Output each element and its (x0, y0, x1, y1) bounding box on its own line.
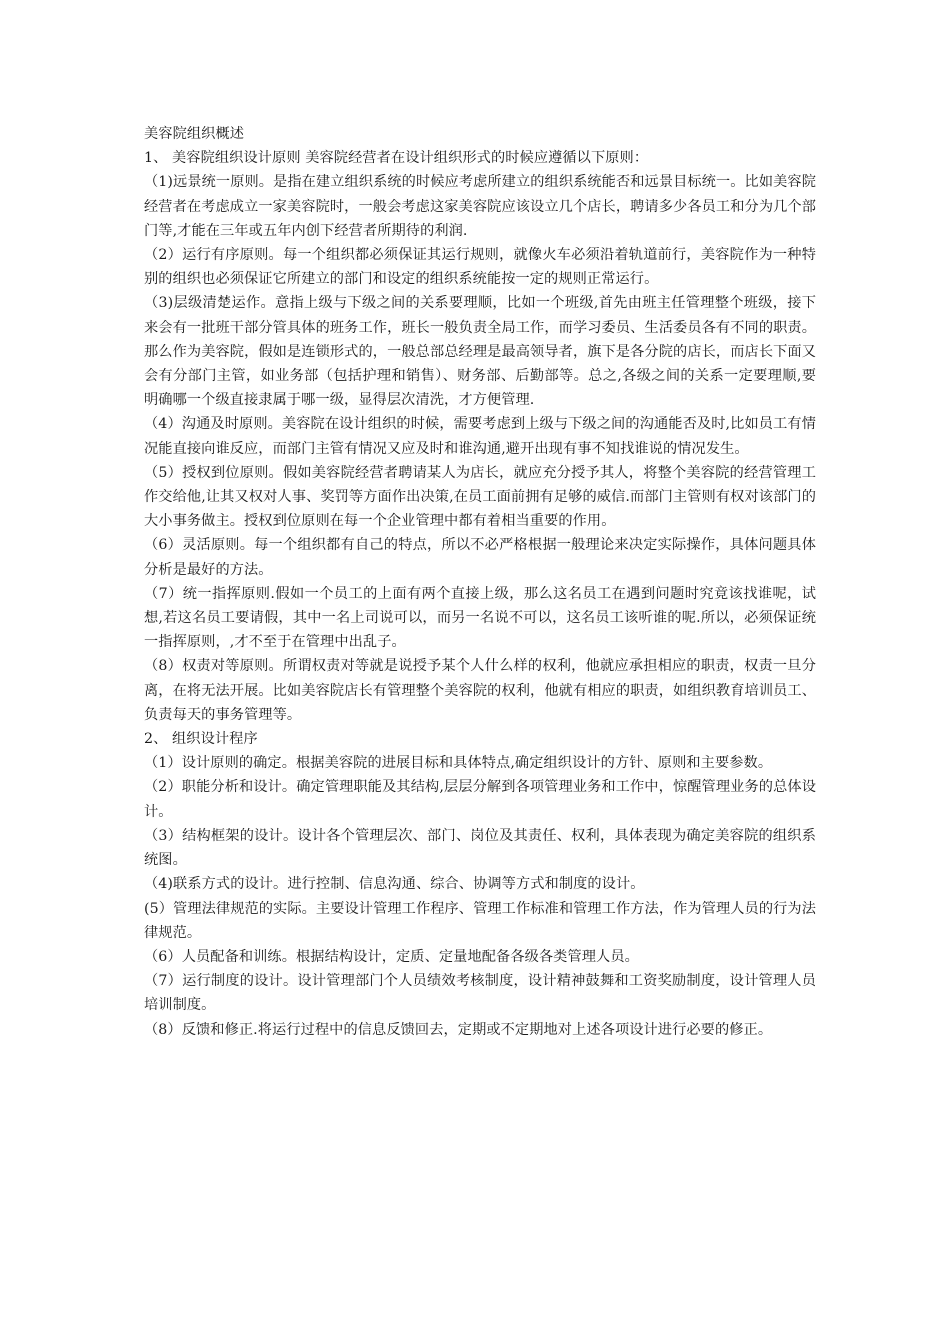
procedure-paragraph: (5）管理法律规范的实际。主要设计管理工作程序、管理工作标准和管理工作方法，作为管理人员的行为法律规范。 (144, 900, 816, 941)
principle-paragraph: （1)远景统一原则。是指在建立组织系统的时候应考虑所建立的组织系统能否和远景目标统一。比如美容院经营者在考虑成立一家美容院时，一般会考虑这家美容院应该设立几个店长，聘请多少各员工和分为几个部门等,才能在三年或五年内创下经营者所期待的利润. (144, 174, 816, 239)
principle-paragraph: （3)层级清楚运作。意指上级与下级之间的关系要理顺，比如一个班级,首先由班主任管理整个班级，接下来会有一批班干部分管具体的班务工作，班长一般负责全局工作，而学习委员、生活委员各有不同的职责。那么作为美容院，假如是连锁形式的，一般总部总经理是最高领导者，旗下是各分院的店长，而店长下面又会有分部门主管，如业务部（包括护理和销售）、财务部、后勤部等。总之,各级之间的关系一定要理顺,要明确哪一个级直接隶属于哪一级，显得层次清洗，才方便管理. (144, 295, 816, 409)
procedure-paragraph: （2）职能分析和设计。确定管理职能及其结构,层层分解到各项管理业务和工作中，惊醒管理业务的总体设计。 (144, 779, 816, 820)
principle-paragraph: （4）沟通及时原则。美容院在设计组织的时候，需要考虑到上级与下级之间的沟通能否及时,比如员工有情况能直接向谁反应，而部门主管有情况又应及时和谁沟通,避开出现有事不知找谁说的情况发生。 (144, 416, 816, 457)
procedure-paragraph: （3）结构框架的设计。设计各个管理层次、部门、岗位及其责任、权利，具体表现为确定美容院的组织系统图。 (144, 827, 816, 869)
procedure-paragraph: （6）人员配备和训练。根据结构设计，定质、定量地配备各级各类管理人员。 (144, 948, 639, 965)
principle-paragraph: （5）授权到位原则。假如美容院经营者聘请某人为店长，就应充分授予其人，将整个美容院的经营管理工作交给他,让其又权对人事、奖罚等方面作出决策,在员工面前拥有足够的威信.而部门主管则有权对该部门的大小事务做主。授权到位原则在每一个企业管理中都有着相当重要的作用。 (144, 464, 816, 530)
procedure-paragraph: （7）运行制度的设计。设计管理部门个人员绩效考核制度，设计精神鼓舞和工资奖励制度，设计管理人员培训制度。 (144, 973, 816, 1014)
procedure-paragraph: （1）设计原则的确定。根据美容院的进展目标和具体特点,确定组织设计的方针、原则和主要参数。 (144, 755, 773, 772)
procedure-paragraph: （8）反馈和修正.将运行过程中的信息反馈回去，定期或不定期地对上述各项设计进行必要的修正。 (144, 1021, 773, 1038)
principle-paragraph: （7）统一指挥原则.假如一个员工的上面有两个直接上级，那么这名员工在遇到问题时究竟该找谁呢，试想,若这名员工要请假，其中一名上司说可以，而另一名说不可以，这名员工该听谁的呢.所以，必须保证统一指挥原则，,才不至于在管理中出乱子。 (144, 585, 816, 651)
procedure-paragraph: （4)联系方式的设计。进行控制、信息沟通、综合、协调等方式和制度的设计。 (144, 876, 645, 893)
principle-paragraph: （6）灵活原则。每一个组织都有自己的特点，所以不必严格根据一般理论来决定实际操作，具体问题具体分析是最好的方法。 (144, 537, 816, 578)
section-heading-design-principles: 1、 美容院组织设计原则 美容院经营者在设计组织形式的时候应遵循以下原则： (144, 150, 649, 167)
section-heading-design-procedure: 2、 组织设计程序 (144, 731, 258, 748)
principle-paragraph: （8）权责对等原则。所谓权责对等就是说授予某个人什么样的权利，他就应承担相应的职责，权责一旦分离，在将无法开展。比如美容院店长有管理整个美容院的权利，他就有相应的职责，如组织教育培训员工、负责每天的事务管理等。 (144, 658, 816, 723)
document-body (144, 122, 816, 1042)
principle-paragraph: （2）运行有序原则。每一个组织都必须保证其运行规则，就像火车必须沿着轨道前行，美容院作为一种特别的组织也必须保证它所建立的部门和设定的组织系统能按一定的规则正常运行。 (144, 247, 816, 288)
document-title: 美容院组织概述 (144, 126, 245, 142)
